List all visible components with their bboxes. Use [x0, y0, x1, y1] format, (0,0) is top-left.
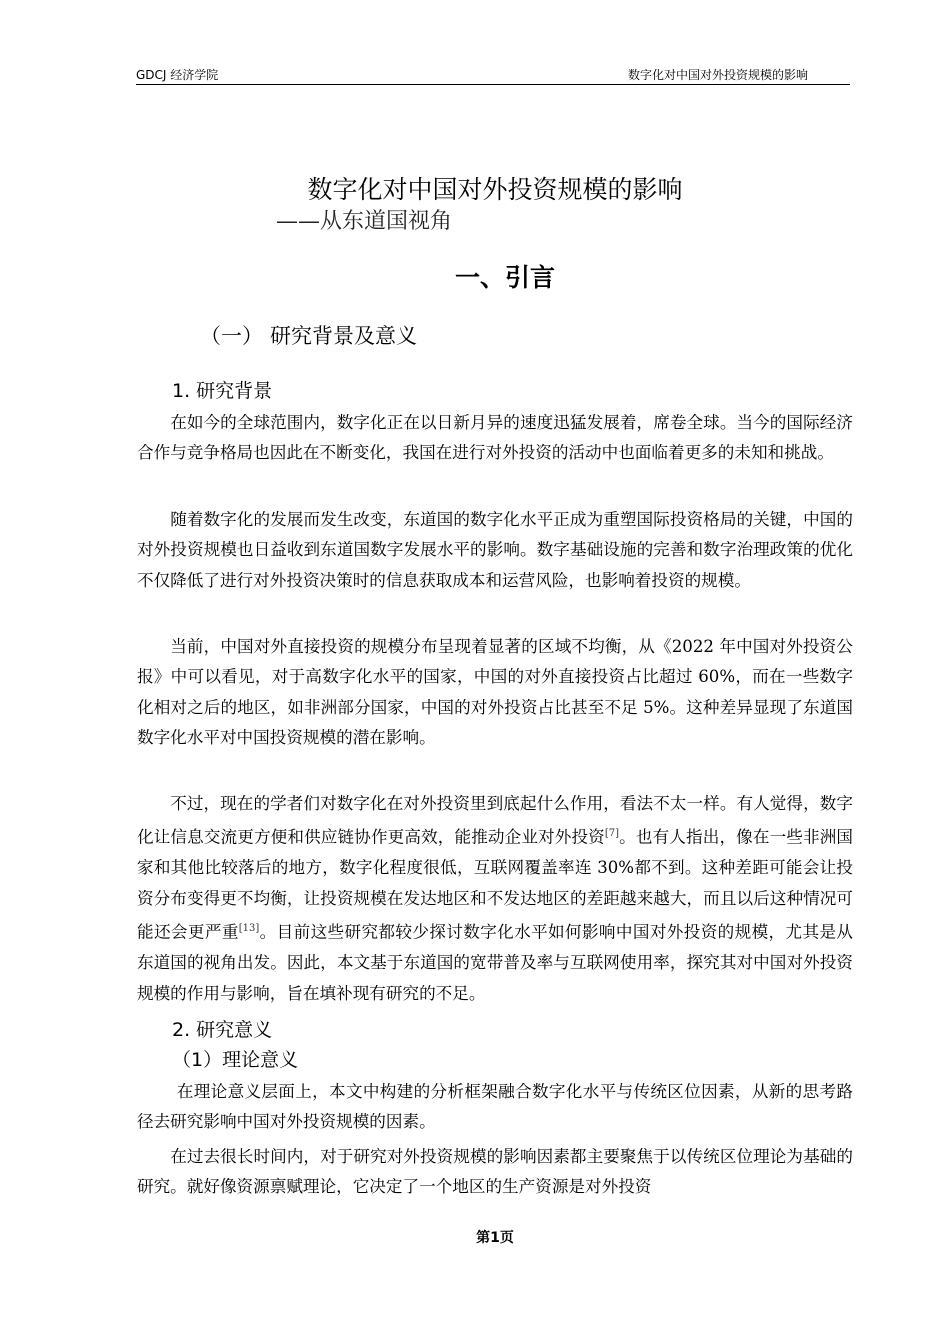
paragraph-3: 当前，中国对外直接投资的规模分布呈现着显著的区域不均衡，从《2022 年中国对外投资公报》中可以看见，对于高数字化水平的国家，中国的对外直接投资占比超过 60%，而在一些数字化相对之后的地区，如非洲部分国家，中国的对外投资占比甚至不足 5%。这种差异显现了东道国数字化水平对中国投资规模的潜在影响。	[137, 637, 853, 748]
header-running-title: 数字化对中国对外投资规模的影响	[627, 68, 808, 82]
section-heading-introduction: 一、引言	[454, 263, 555, 292]
paragraph-2: 随着数字化的发展而发生改变，东道国的数字化水平正成为重塑国际投资格局的关键，中国的对外投资规模也日益收到东道国数字发展水平的影响。数字基础设施的完善和数字治理政策的优化不仅降低了进行对外投资决策时的信息获取成本和运营风险，也影响着投资的规模。	[137, 510, 853, 590]
document-subtitle: ——从东道国视角	[276, 209, 453, 234]
subsection-heading-background-significance	[200, 320, 417, 352]
paragraph-4-part-a: 不过，现在的学者们对数字化在对外投资里到底起什么作用，看法不太一样。有人觉得，数字化让信息交流更方便和供应链协作更高效，能推动企业对外投资	[137, 794, 853, 847]
paragraph-6: 在过去很长时间内，对于研究对外投资规模的影响因素都主要聚焦于以传统区位理论为基础的研究。就好像资源禀赋理论，它决定了一个地区的生产资源是对外投资	[137, 1147, 853, 1197]
header-institution: GDCJ 经济学院	[136, 68, 219, 82]
heading-research-background: 1. 研究背景	[172, 380, 273, 402]
heading-theoretical-significance: （1）理论意义	[172, 1049, 299, 1071]
subsection-title: 研究背景及意义	[270, 324, 417, 348]
citation-7: [7]	[604, 828, 620, 840]
paragraph-5: 在理论意义层面上，本文中构建的分析框架融合数字化水平与传统区位因素，从新的思考路径去研究影响中国对外投资规模的因素。	[137, 1082, 853, 1132]
document-title: 数字化对中国对外投资规模的影响	[307, 175, 683, 204]
page-number: 第1页	[476, 1230, 514, 1246]
page-header	[136, 66, 850, 85]
subsection-number: （一）	[200, 324, 263, 348]
citation-13: [13]	[238, 923, 260, 935]
paragraph-1: 在如今的全球范围内，数字化正在以日新月异的速度迅猛发展着，席卷全球。当今的国际经济合作与竞争格局也因此在不断变化，我国在进行对外投资的活动中也面临着更多的未知和挑战。	[137, 413, 853, 463]
paragraph-4	[137, 789, 853, 1009]
paragraph-4-part-c: 。目前这些研究都较少探讨数字化水平如何影响中国对外投资的规模，尤其是从东道国的视角出发。因此，本文基于东道国的宽带普及率与互联网使用率，探究其对中国对外投资规模的作用与影响，旨在填补现有研究的不足。	[137, 922, 854, 1003]
heading-research-significance: 2. 研究意义	[172, 1019, 273, 1041]
paragraph-4-part-b: 。也有人指出，像在一些非洲国家和其他比较落后的地方，数字化程度很低，互联网覆盖率连 30%都不到。这种差距可能会让投资分布变得更不均衡，让投资规模在发达地区和不发达地区的差距越来越大，而且以后这种情况可能还会更严重	[137, 827, 854, 942]
